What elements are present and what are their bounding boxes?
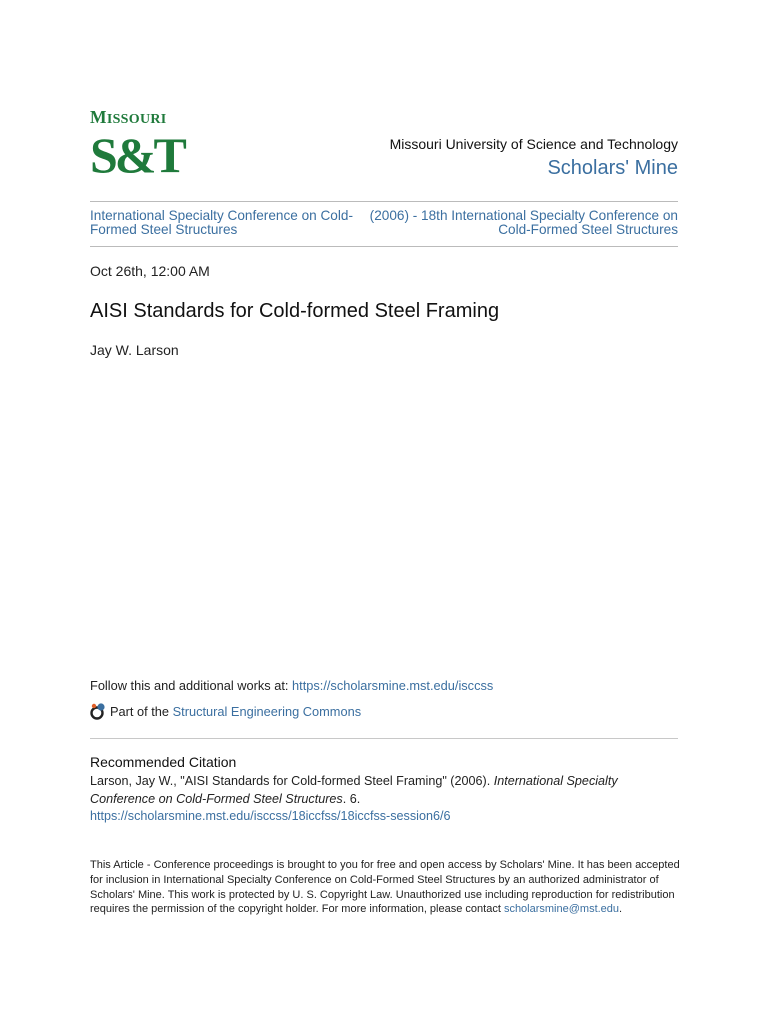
divider-collections: [90, 246, 678, 247]
citation-venue: International Specialty Conference on Cold-Formed Steel Structures: [90, 774, 618, 806]
logo-missouri-text: MISSOURI: [90, 107, 167, 127]
follow-label: Follow this and additional works at:: [90, 678, 293, 693]
citation-url-link[interactable]: https://scholarsmine.mst.edu/isccss/18iccfss/18iccfss-session6/6: [90, 809, 451, 823]
citation-suffix: . 6.: [342, 791, 361, 806]
notice-text: This Article - Conference proceedings is brought to you for free and open access by Scholars' Mine. It has been accepted for inclusion in International Specialty Conference on Cold-Formed Steel Structures by an authorized administrator of Scholars' Mine. This work is protected by U. S. Copyright Law. Unauthorized use including reproduction for redistribution requires the permission of the copyright holder. For more information, please contact: [90, 859, 680, 916]
citation-heading: Recommended Citation: [90, 754, 237, 770]
citation-text: Larson, Jay W., "AISI Standards for Cold-formed Steel Framing" (2006).: [90, 774, 494, 788]
contact-email-link[interactable]: scholarsmine@mst.edu: [503, 903, 620, 916]
divider-top: [90, 201, 678, 202]
commons-link[interactable]: Structural Engineering Commons: [172, 703, 362, 719]
repository-link[interactable]: Scholars' Mine: [547, 157, 678, 179]
access-notice: [90, 858, 680, 917]
follow-line: [90, 678, 493, 693]
divider-citation: [90, 738, 678, 739]
university-name: Missouri University of Science and Technology: [389, 136, 678, 152]
part-of-label: Part of the: [110, 703, 170, 719]
citation-body: [90, 773, 680, 826]
notice-end: .: [619, 903, 623, 916]
article-date: Oct 26th, 12:00 AM: [90, 263, 210, 279]
article-title: AISI Standards for Cold-formed Steel Framing: [90, 300, 500, 322]
follow-url-link[interactable]: https://scholarsmine.mst.edu/isccss: [292, 678, 494, 693]
conference-edition-link[interactable]: (2006) - 18th International Specialty Conference on Cold-Formed Steel Structures: [369, 208, 678, 237]
university-logo: [90, 107, 184, 184]
network-commons-icon: [90, 702, 106, 720]
conference-collection-link[interactable]: International Specialty Conference on Cold-Formed Steel Structures: [90, 208, 353, 237]
logo-st-text: S&T: [90, 127, 184, 183]
part-of-line: [90, 702, 361, 720]
article-author: Jay W. Larson: [90, 342, 179, 358]
